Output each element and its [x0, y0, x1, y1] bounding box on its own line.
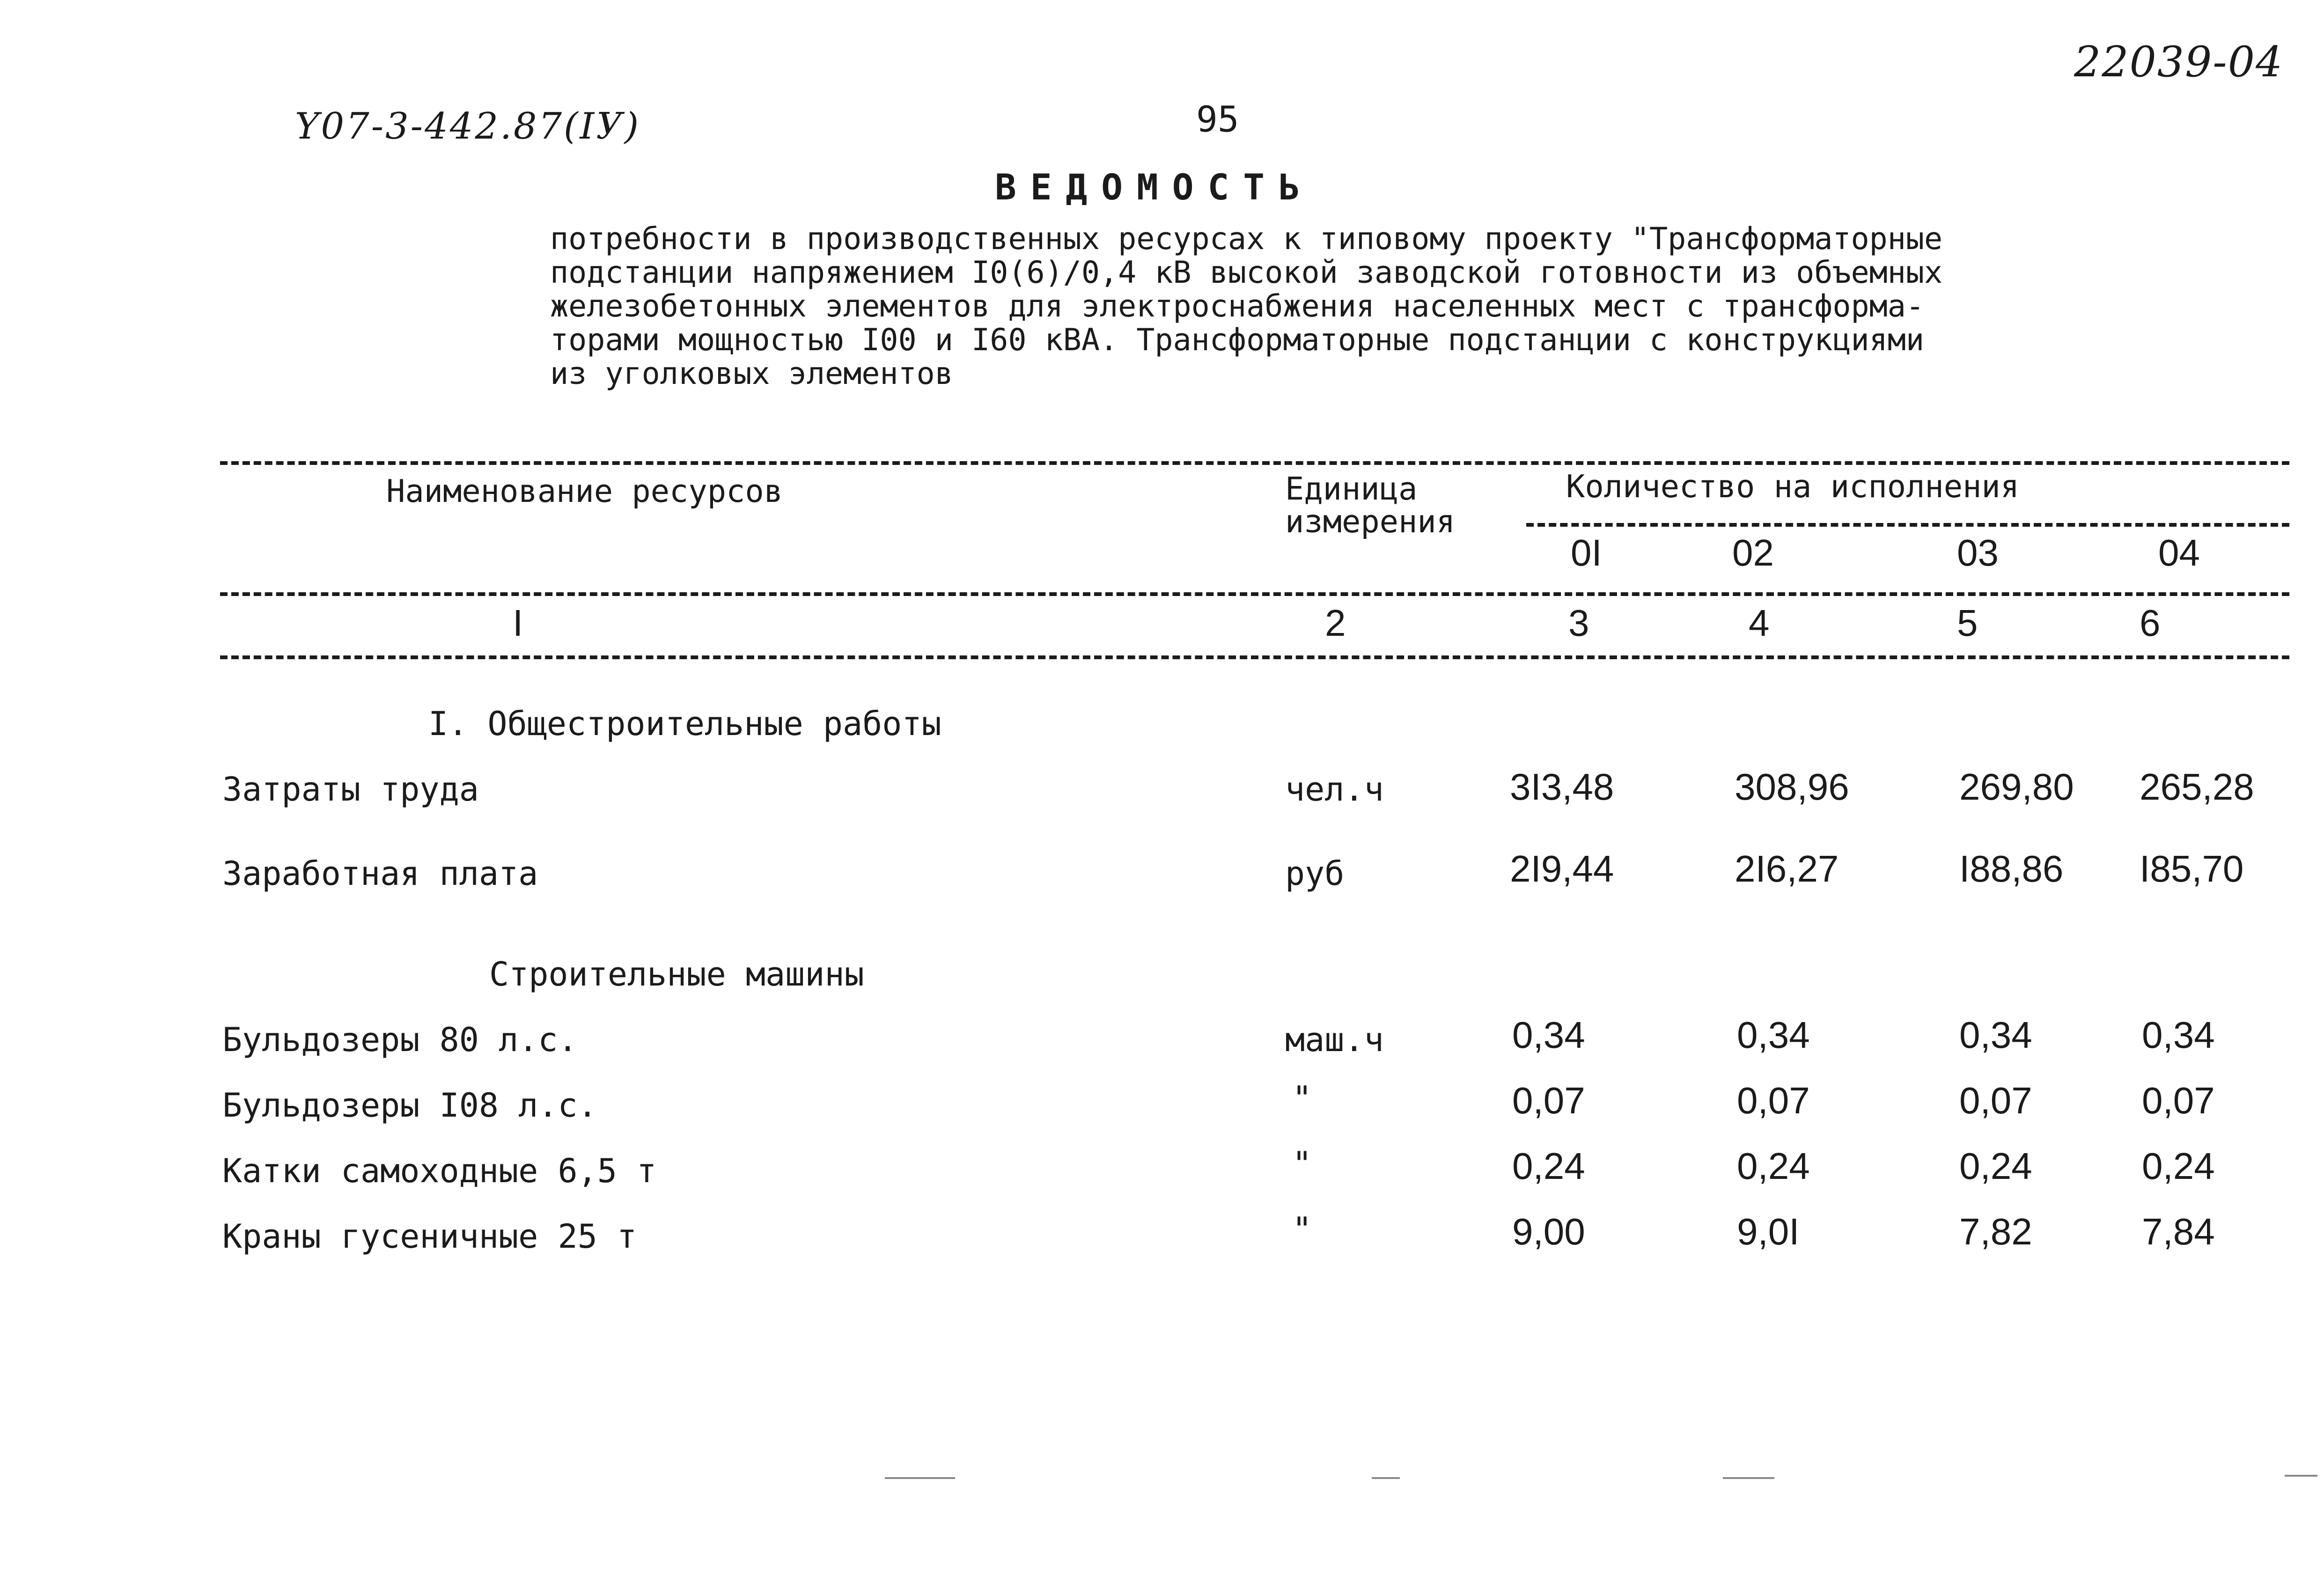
- row-value: I88,86: [1959, 848, 2064, 890]
- row-unit: руб: [1285, 854, 1345, 893]
- scan-mark: [1723, 1477, 1774, 1479]
- scan-mark: [2285, 1475, 2317, 1477]
- row-value: 0,24: [2142, 1145, 2215, 1187]
- header-resource-name: Наименование ресурсов: [386, 473, 783, 509]
- row-value: 0,34: [1737, 1014, 1810, 1056]
- row-name: Затраты труда: [222, 770, 479, 809]
- row-value: 0,07: [1959, 1080, 2032, 1121]
- row-value: 9,00: [1512, 1211, 1585, 1252]
- row-unit: ": [1292, 1210, 1312, 1249]
- row-name: Краны гусеничные 25 т: [222, 1217, 637, 1256]
- document-title: ВЕДОМОСТЬ: [995, 166, 1314, 208]
- scan-mark: [1372, 1477, 1400, 1479]
- column-number-2: 2: [1325, 602, 1346, 644]
- header-bottom-rule: [220, 592, 2289, 596]
- row-value: 2I6,27: [1735, 848, 1839, 890]
- row-name: Заработная плата: [222, 854, 538, 893]
- row-value: 0,24: [1959, 1145, 2032, 1187]
- row-value: 265,28: [2140, 766, 2254, 808]
- section-title-machines: Строительные машины: [489, 955, 864, 993]
- subtitle-line: из уголковых элементов: [550, 356, 953, 391]
- subtitle-line: торами мощностью I00 и I60 кВА. Трансформаторные подстанции с конструкциями: [550, 323, 1924, 358]
- row-unit: чел.ч: [1285, 770, 1384, 809]
- row-value: 2I9,44: [1510, 848, 1614, 890]
- section-title-general: I. Общестроительные работы: [428, 705, 941, 743]
- column-number-4: 4: [1749, 602, 1770, 644]
- row-unit: маш.ч: [1285, 1021, 1384, 1059]
- header-variant-03: 03: [1957, 532, 1999, 574]
- row-value: 7,84: [2142, 1211, 2215, 1252]
- subtitle-line: железобетонных элементов для электроснабжения населенных мест с трансформа-: [550, 289, 1924, 324]
- header-variant-04: 04: [2158, 532, 2200, 574]
- row-value: 269,80: [1959, 766, 2074, 808]
- row-value: I85,70: [2140, 848, 2244, 890]
- column-number-1: I: [513, 602, 523, 644]
- header-unit-line1: Единица: [1285, 471, 1418, 507]
- column-number-5: 5: [1957, 602, 1978, 644]
- handwritten-number: 22039-04: [2074, 37, 2284, 87]
- row-value: 0,24: [1737, 1145, 1810, 1187]
- row-value: 0,34: [1512, 1014, 1585, 1056]
- quantity-sub-rule: [1526, 523, 2289, 527]
- row-name: Катки самоходные 6,5 т: [222, 1152, 657, 1190]
- row-value: 0,34: [1959, 1014, 2032, 1056]
- row-value: 9,0I: [1737, 1211, 1800, 1252]
- subtitle-line: подстанции напряжением I0(6)/0,4 кВ высокой заводской готовности из объемных: [550, 255, 1943, 290]
- row-value: 308,96: [1735, 766, 1849, 808]
- subtitle-line: потребности в производственных ресурсах к типовому проекту "Трансформаторные: [550, 221, 1943, 257]
- document-code: Y07-3-442.87(IУ): [295, 105, 641, 147]
- row-name: Бульдозеры I08 л.с.: [222, 1086, 597, 1125]
- column-number-6: 6: [2140, 602, 2161, 644]
- row-name: Бульдозеры 80 л.с.: [222, 1021, 578, 1059]
- header-variant-01: 0I: [1571, 532, 1602, 574]
- column-numbers-rule: [220, 655, 2289, 659]
- page-number: 95: [1196, 98, 1239, 140]
- row-value: 0,07: [2142, 1080, 2215, 1121]
- row-value: 0,24: [1512, 1145, 1585, 1187]
- document-subtitle: [550, 222, 2128, 391]
- table-top-rule: [220, 461, 2289, 465]
- row-value: 7,82: [1959, 1211, 2032, 1252]
- header-variant-02: 02: [1732, 532, 1774, 574]
- scan-mark: [885, 1477, 955, 1479]
- column-number-3: 3: [1568, 602, 1589, 644]
- row-unit: ": [1292, 1079, 1312, 1118]
- row-value: 0,07: [1512, 1080, 1585, 1121]
- row-value: 0,07: [1737, 1080, 1810, 1121]
- header-quantity: Количество на исполнения: [1566, 468, 2020, 505]
- row-value: 0,34: [2142, 1014, 2215, 1056]
- row-value: 3I3,48: [1510, 766, 1614, 808]
- row-unit: ": [1292, 1145, 1312, 1183]
- header-unit-line2: измерения: [1285, 503, 1456, 540]
